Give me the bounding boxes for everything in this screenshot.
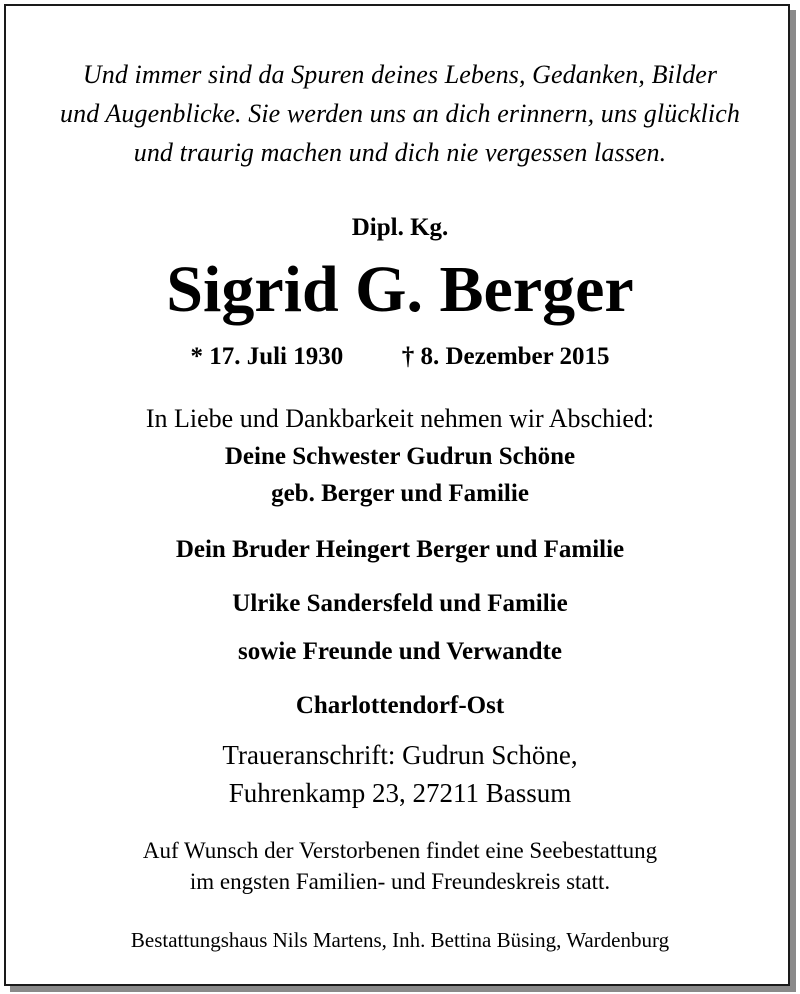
cross-icon: † bbox=[401, 343, 415, 370]
birth-date bbox=[190, 343, 343, 371]
death-date bbox=[402, 343, 610, 371]
funeral-home: Bestattungshaus Nils Martens, Inh. Bettina Büsing, Wardenburg bbox=[130, 928, 670, 952]
address-line-2: Fuhrenkamp 23, 27211 Bassum bbox=[228, 778, 572, 808]
life-dates bbox=[0, 343, 800, 371]
quote-line-3: und traurig machen und dich nie vergessen lassen. bbox=[133, 138, 667, 167]
deceased-name: Sigrid G. Berger bbox=[166, 253, 634, 326]
note-line-2: im engsten Familien- und Freundeskreis statt. bbox=[189, 869, 611, 894]
place: Charlottendorf-Ost bbox=[295, 692, 505, 719]
quote-line-2: und Augenblicke. Sie werden uns an dich erinnern, uns glücklich bbox=[60, 99, 740, 128]
mourner-sister-line-1: Deine Schwester Gudrun Schöne bbox=[224, 443, 576, 470]
mourner-friends: sowie Freunde und Verwandte bbox=[238, 638, 562, 665]
academic-title: Dipl. Kg. bbox=[351, 214, 449, 241]
mourner-ulrike: Ulrike Sandersfeld und Familie bbox=[232, 590, 568, 617]
farewell-intro: In Liebe und Dankbarkeit nehmen wir Abschied: bbox=[145, 404, 655, 433]
address-line-1: Traueranschrift: Gudrun Schöne, bbox=[222, 740, 578, 770]
birth-symbol: * bbox=[190, 343, 203, 370]
quote-line-1: Und immer sind da Spuren deines Lebens, Gedanken, Bilder bbox=[82, 60, 718, 89]
death-date-text: 8. Dezember 2015 bbox=[420, 343, 610, 370]
mourner-sister-line-2: geb. Berger und Familie bbox=[271, 480, 529, 507]
mourner-brother: Dein Bruder Heingert Berger und Familie bbox=[175, 536, 625, 563]
birth-date-text: 17. Juli 1930 bbox=[209, 343, 344, 370]
note-line-1: Auf Wunsch der Verstorbenen findet eine Seebestattung bbox=[142, 838, 658, 863]
